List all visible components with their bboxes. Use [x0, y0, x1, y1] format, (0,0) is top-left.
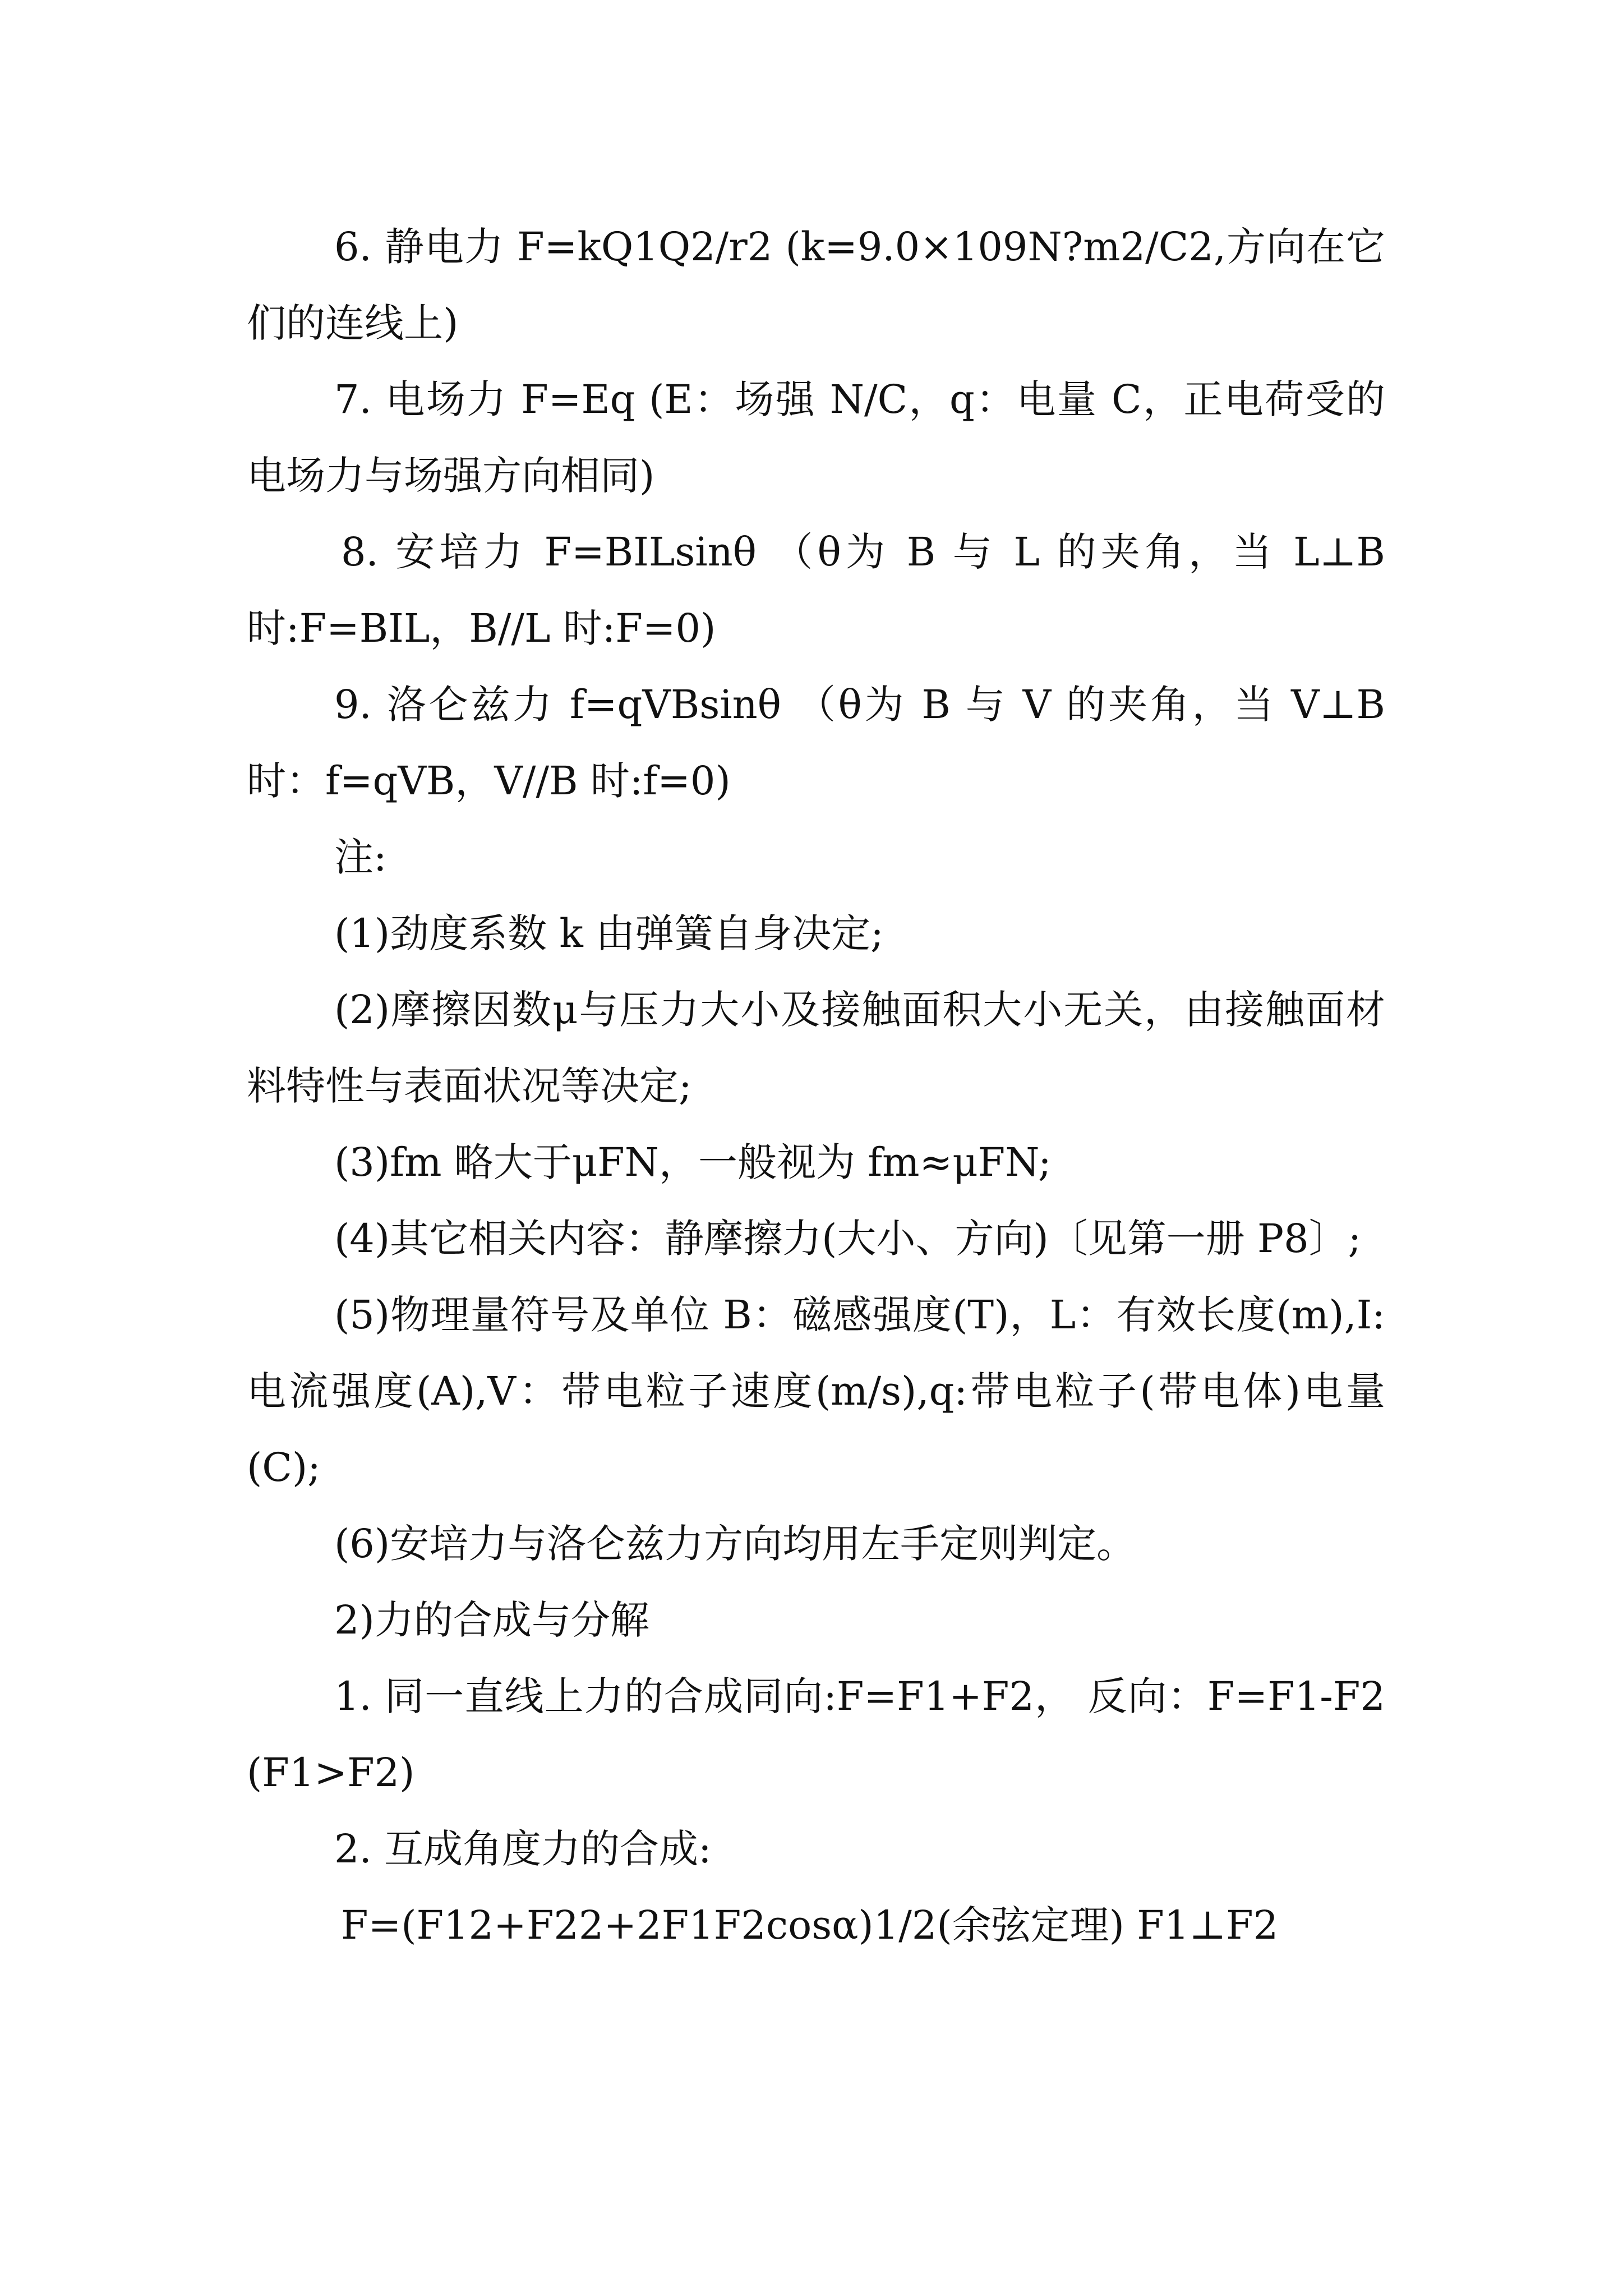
note-item-4: (4)其它相关内容：静摩擦力(大小、方向)〔见第一册 P8〕; [334, 1216, 1362, 1262]
section-heading-force-composition: 2)力的合成与分解 [334, 1597, 649, 1643]
paragraph-lorentz-force: 9. 洛仑兹力 f=qVBsinθ （θ为 B 与 V 的夹角，当 V⊥B 时：f=qVB，V//B 时:f=0) [247, 682, 1398, 804]
note-heading: 注: [334, 834, 387, 880]
document-body [247, 209, 1398, 1963]
note-item-5: (5)物理量符号及单位 B：磁感强度(T)，L：有效长度(m),I:电流强度(A),V：带电粒子速度(m/s),q:带电粒子(带电体)电量(C); [247, 1292, 1385, 1490]
note-item-2: (2)摩擦因数μ与压力大小及接触面积大小无关，由接触面材料特性与表面状况等决定; [247, 987, 1385, 1109]
paragraph-electric-field-force: 7. 电场力 F=Eq (E：场强 N/C，q：电量 C，正电荷受的电场力与场强方向相同) [247, 376, 1385, 499]
paragraph-electrostatic-force: 6. 静电力 F=kQ1Q2/r2 (k=9.0×109N?m2/C2,方向在它们的连线上) [247, 224, 1385, 346]
note-item-3: (3)fm 略大于μFN，一般视为 fm≈μFN; [334, 1139, 1052, 1185]
formula-cosine-law: F=(F12+F22+2F1F2cosα)1/2(余弦定理) F1⊥F2 [341, 1902, 1279, 1948]
note-item-6: (6)安培力与洛仑兹力方向均用左手定则判定。 [334, 1521, 1136, 1567]
note-item-1: (1)劲度系数 k 由弹簧自身决定; [334, 910, 884, 956]
paragraph-angled-composition: 2. 互成角度力的合成: [334, 1826, 712, 1872]
paragraph-collinear-composition: 1. 同一直线上力的合成同向:F=F1+F2， 反向：F=F1-F2 (F1>F2) [247, 1673, 1398, 1796]
paragraph-ampere-force: 8. 安培力 F=BILsinθ （θ为 B 与 L 的夹角，当 L⊥B 时:F=BIL，B//L 时:F=0) [247, 529, 1398, 651]
